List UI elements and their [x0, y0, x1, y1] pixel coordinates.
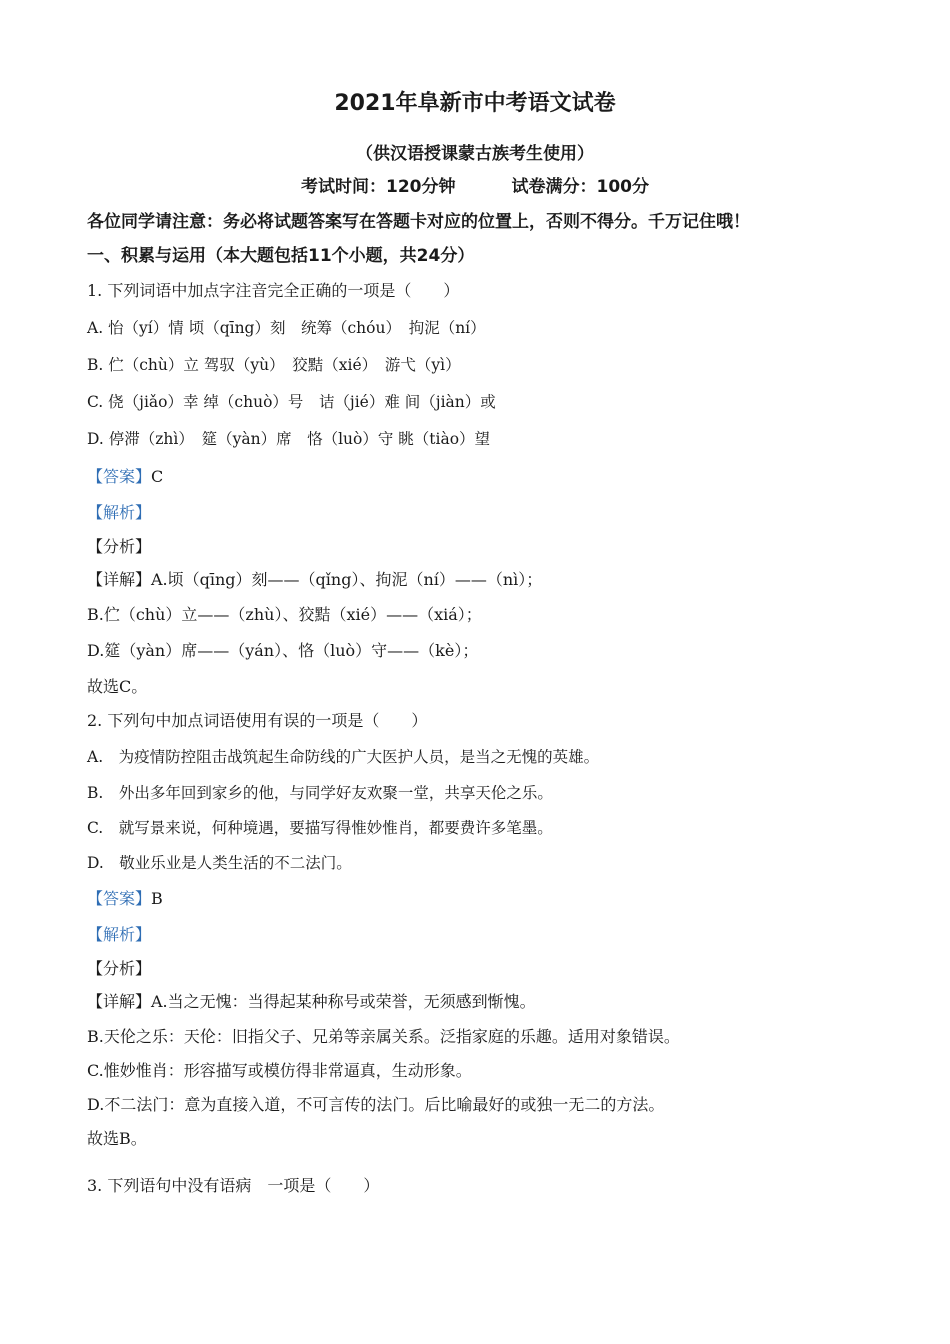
q1-answer — [87, 467, 163, 487]
q2-option-a: A. 为疫情防控阻击战筑起生命防线的广大医护人员，是当之无愧的英雄。 — [87, 748, 600, 766]
q2-conclusion: 故选B。 — [87, 1129, 147, 1148]
q2-option-d: D. 敬业乐业是人类生活的不二法门。 — [87, 854, 352, 872]
answer-value: B — [151, 889, 163, 908]
q2-detail-c: C.惟妙惟肖：形容描写或模仿得非常逼真，生动形象。 — [87, 1061, 472, 1080]
section-heading: 一、积累与运用（本大题包括11个小题，共24分） — [87, 246, 475, 266]
q1-jiexi: 【解析】 — [87, 503, 152, 522]
exam-notice: 各位同学请注意：务必将试题答案写在答题卡对应的位置上，否则不得分。千万记住哦！ — [87, 212, 750, 232]
q1-detail-d: D.筵（yàn）席——（yán）、恪（luò）守——（kè）； — [87, 641, 479, 660]
q1-stem: 1. 下列词语中加点字注音完全正确的一项是（ ） — [87, 281, 460, 300]
q2-detail-b: B.天伦之乐：天伦：旧指父子、兄弟等亲属关系。泛指家庭的乐趣。适用对象错误。 — [87, 1027, 680, 1046]
answer-tag: 【答案】 — [87, 889, 152, 908]
q2-detail-d: D.不二法门：意为直接入道，不可言传的法门。后比喻最好的或独一无二的方法。 — [87, 1095, 665, 1114]
q1-option-d: D. 停滞（zhì） 筵（yàn）席 恪（luò）守 眺（tiào）望 — [87, 430, 491, 448]
q1-option-a: A. 怡（yí）情 顷（qīng）刻 统筹（chóu） 拘泥（ní） — [87, 319, 486, 337]
q3-stem: 3. 下列语句中没有语病 一项是（ ） — [87, 1176, 380, 1195]
exam-subtitle: （供汉语授课蒙古族考生使用） — [356, 144, 594, 164]
q2-answer — [87, 889, 163, 909]
q1-detail-a: 【详解】A.顷（qīng）刻——（qǐng）、拘泥（ní）——（nì）； — [87, 570, 543, 589]
q2-option-b: B. 外出多年回到家乡的他，与同学好友欢聚一堂，共享天伦之乐。 — [87, 784, 553, 802]
q1-option-b: B. 伫（chù）立 驾驭（yù） 狡黠（xié） 游弋（yì） — [87, 356, 461, 374]
q1-conclusion: 故选C。 — [87, 677, 148, 696]
q2-jiexi: 【解析】 — [87, 925, 152, 944]
exam-time: 考试时间：120分钟 — [301, 177, 456, 197]
exam-title: 2021年阜新市中考语文试卷 — [334, 91, 616, 116]
q2-stem: 2. 下列句中加点词语使用有误的一项是（ ） — [87, 711, 428, 730]
q2-option-c: C. 就写景来说，何种境遇，要描写得惟妙惟肖，都要费许多笔墨。 — [87, 819, 553, 837]
q1-detail-b: B.伫（chù）立——（zhù）、狡黠（xié）——（xiá）； — [87, 605, 482, 624]
q2-fenxi: 【分析】 — [87, 959, 152, 978]
answer-value: C — [151, 467, 164, 486]
exam-info — [0, 177, 950, 197]
q2-detail-a: 【详解】A.当之无愧：当得起某种称号或荣誉，无须感到惭愧。 — [87, 992, 536, 1011]
exam-score: 试卷满分：100分 — [511, 177, 649, 197]
answer-tag: 【答案】 — [87, 467, 152, 486]
q1-fenxi: 【分析】 — [87, 537, 152, 556]
q1-option-c: C. 侥（jiǎo）幸 绰（chuò）号 诘（jié）难 间（jiàn）或 — [87, 393, 496, 411]
